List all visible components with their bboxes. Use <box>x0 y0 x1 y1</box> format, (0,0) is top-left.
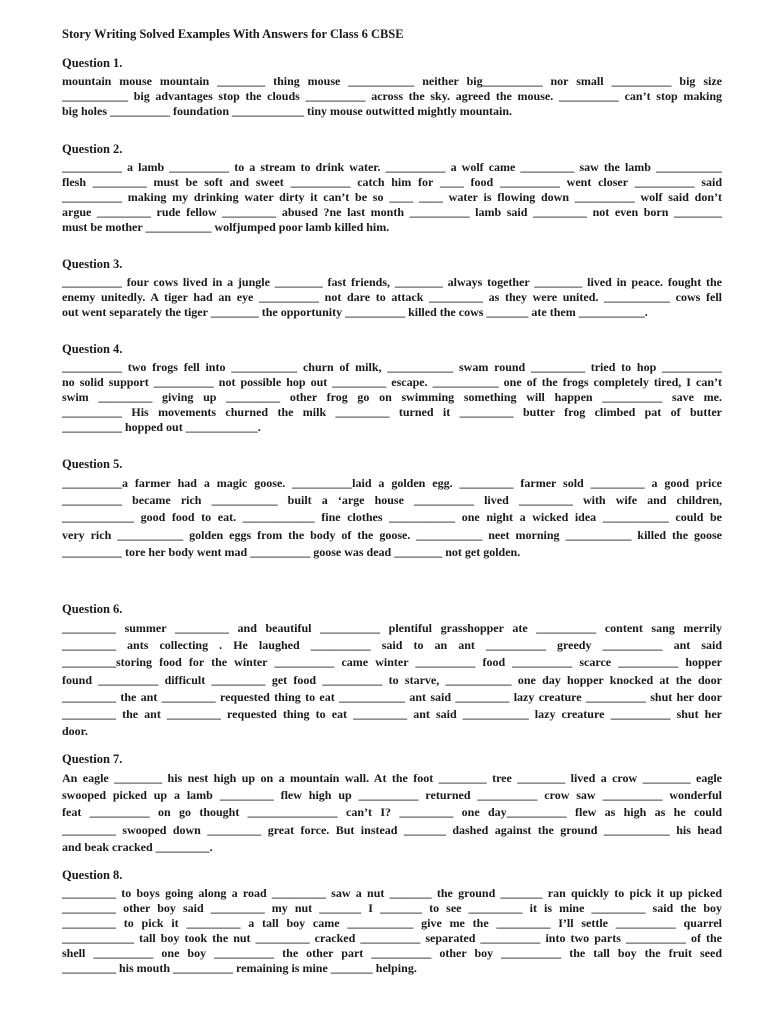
question-line: ___________ big advantages stop the clouds __________ across the sky. agreed the mouse. __________ can’t stop making <box>62 89 722 103</box>
question-heading: Question 8. <box>62 868 123 882</box>
question-line: _________ swooped down _________ great force. But instead _______ dashed against the ground ___________ his head <box>62 822 722 837</box>
question-line: __________ a lamb __________ to a stream to drink water. __________ a wolf came _________ saw the lamb ___________ <box>62 160 722 174</box>
question-line: _________ his mouth __________ remaining is mine _______ helping. <box>62 961 417 975</box>
question-line: __________ hopped out ____________. <box>62 420 261 434</box>
question-line: ____________ tall boy took the nut _________ cracked __________ separated __________ into two parts __________ of the <box>62 931 722 945</box>
question-line: enemy unitedly. A tiger had an eye __________ not dare to attack _________ as they were united. ___________ cows fell <box>62 290 722 304</box>
question-6 <box>62 602 722 740</box>
question-line: out went separately the tiger ________ the opportunity __________ killed the cows _______ ate them ___________. <box>62 305 648 319</box>
question-line: very rich ___________ golden eggs from the body of the goose. ___________ neet morning ___________ killed the goose <box>62 527 722 542</box>
question-heading: Question 2. <box>62 142 123 156</box>
question-heading: Question 5. <box>62 457 123 471</box>
question-line: __________ making my drinking water dirty it can’t be so ____ ____ water is flowing down __________ wolf said don’t <box>62 190 722 204</box>
question-line: __________ His movements churned the milk _________ turned it _________ butter frog climbed pat of butter <box>62 405 722 419</box>
question-line: door. <box>62 724 88 739</box>
question-line: swim _________ giving up _________ other frog go on swimming something will happen __________ save me. <box>62 390 722 404</box>
question-3 <box>62 257 722 320</box>
question-line: _________ summer _________ and beautiful __________ plentiful grasshopper ate __________ content sang merrily <box>62 621 722 635</box>
question-heading: Question 4. <box>62 342 123 356</box>
question-line: __________ two frogs fell into ___________ churn of milk, ___________ swam round _________ tried to hop __________ <box>62 360 722 374</box>
question-line: must be mother ___________ wolfjumped poor lamb killed him. <box>62 220 390 234</box>
question-line: argue _________ rude fellow _________ abused ?ne last month __________ lamb said _________ not even born ________ <box>62 205 722 219</box>
question-line: _________ other boy said _________ my nut _______ I _______ to see _________ it is mine _________ said the boy <box>62 901 722 915</box>
question-line: no solid support __________ not possible hop out _________ escape. ___________ one of the frogs completely tired, I can’t <box>62 375 722 389</box>
question-2 <box>62 142 722 235</box>
question-line: An eagle ________ his nest high up on a mountain wall. At the foot ________ tree ________ lived a crow ________ eagle <box>62 771 722 785</box>
question-8 <box>62 868 722 976</box>
question-heading: Question 3. <box>62 257 123 271</box>
question-7 <box>62 752 722 856</box>
question-line: shell __________ one boy __________ the other part __________ other boy __________ the tall boy the fruit seed <box>62 946 722 960</box>
question-line: _________ ants collecting . He laughed __________ said to an ant __________ greedy __________ ant said <box>62 638 722 653</box>
question-line: flesh _________ must be soft and sweet __________ catch him for ____ food __________ went closer __________ said <box>62 175 722 189</box>
question-line: _________storing food for the winter __________ came winter __________ food __________ scarce __________ hopper <box>62 655 722 670</box>
question-line: _________ to boys going along a road _________ saw a nut _______ the ground _______ ran quickly to pick it up picked <box>62 886 722 900</box>
question-heading: Question 7. <box>62 752 123 766</box>
question-5 <box>62 457 722 561</box>
question-line: __________a farmer had a magic goose. __________laid a golden egg. _________ farmer sold _________ a good price <box>62 476 722 490</box>
question-line: mountain mouse mountain ________ thing mouse ___________ neither big__________ nor small __________ big size <box>62 74 722 88</box>
question-line: __________ four cows lived in a jungle ________ fast friends, ________ always together ________ lived in peace. fought the <box>62 275 722 289</box>
question-line: _________ the ant _________ requested thing to eat ___________ ant said _________ lazy creature __________ shut her door <box>62 689 722 704</box>
question-line: _________ to pick it _________ a tall boy came ___________ give me the _________ I’ll settle __________ quarrel <box>62 916 722 930</box>
page-title: Story Writing Solved Examples With Answers for Class 6 CBSE <box>62 27 404 41</box>
question-line: and beak cracked _________. <box>62 839 213 854</box>
question-line: swooped picked up a lamb _________ flew high up __________ returned __________ crow saw __________ wonderful <box>62 788 722 803</box>
question-line: __________ tore her body went mad __________ goose was dead ________ not get golden. <box>62 544 521 559</box>
question-line: _________ the ant _________ requested thing to eat _________ ant said ___________ lazy creature __________ shut her <box>62 707 722 722</box>
question-4 <box>62 342 722 435</box>
question-line: ____________ good food to eat. ____________ fine clothes ___________ one night a wicked idea ___________ could be <box>62 510 722 525</box>
question-1 <box>62 56 722 119</box>
question-line: __________ became rich ___________ built a ‘arge house __________ lived _________ with wife and children, <box>62 493 722 508</box>
question-line: big holes __________ foundation ____________ tiny mouse outwitted mightly mountain. <box>62 104 513 118</box>
question-heading: Question 6. <box>62 602 123 616</box>
question-line: feat __________ on go thought _______________ can’t I? _________ one day__________ flew as high as he could <box>62 805 722 820</box>
question-heading: Question 1. <box>62 56 123 70</box>
question-line: found __________ difficult _________ get food __________ to starve, ___________ one day hopper knocked at the door <box>62 672 722 687</box>
